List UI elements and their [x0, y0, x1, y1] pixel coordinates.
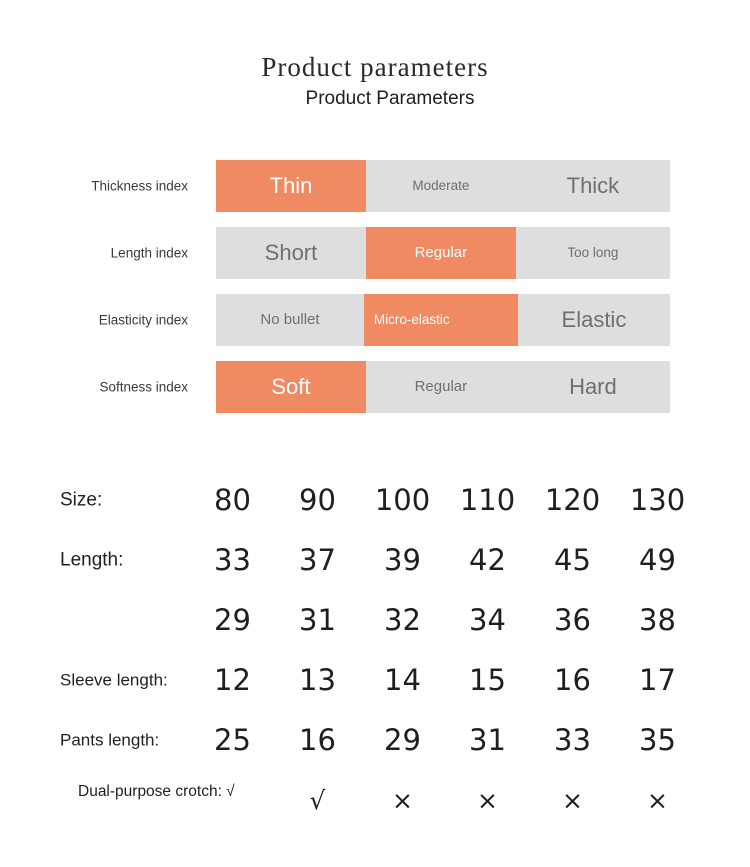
- table-cell: 37: [299, 543, 336, 577]
- table-cell: 25: [214, 723, 251, 757]
- table-cell: 33: [214, 543, 251, 577]
- table-cell: 16: [554, 663, 591, 697]
- table-cell: ×: [477, 785, 498, 815]
- index-label-elasticity: Elasticity index: [98, 312, 188, 328]
- table-cell: 35: [639, 723, 676, 757]
- table-cell: 17: [639, 663, 676, 697]
- index-track-length: [216, 227, 670, 279]
- index-segment-thick[interactable]: Thick: [516, 160, 670, 212]
- index-segment-micro-elastic[interactable]: Micro-elastic: [364, 294, 518, 346]
- index-label-length: Length index: [110, 245, 188, 261]
- table-cell: 38: [639, 603, 676, 637]
- table-cell: 36: [554, 603, 591, 637]
- size-row-dual-purpose-crotch: [0, 770, 750, 830]
- table-cell: √: [309, 785, 326, 815]
- size-row-label-sleeve-length: Sleeve length:: [60, 670, 168, 690]
- size-row-cells-sleeve-length: [190, 650, 700, 710]
- table-cell: 80: [214, 483, 251, 517]
- index-bars: [0, 160, 750, 428]
- table-cell: ×: [392, 785, 413, 815]
- table-cell: 90: [299, 483, 336, 517]
- index-segment-hard[interactable]: Hard: [516, 361, 670, 413]
- size-row-length: [0, 530, 750, 590]
- index-segment-moderate[interactable]: Moderate: [366, 160, 516, 212]
- table-cell: 14: [384, 663, 421, 697]
- size-row-bust: [0, 590, 750, 650]
- table-cell: 16: [299, 723, 336, 757]
- table-cell: 29: [384, 723, 421, 757]
- size-row-label-size: Size:: [60, 489, 103, 511]
- page-title-sub: Product Parameters: [305, 88, 475, 109]
- table-cell: 33: [554, 723, 591, 757]
- index-row-length: [0, 227, 750, 279]
- index-track-elasticity: [216, 294, 670, 346]
- index-segment-regular-length[interactable]: Regular: [366, 227, 516, 279]
- table-cell: 42: [469, 543, 506, 577]
- table-cell: 29: [214, 603, 251, 637]
- table-cell: ×: [647, 785, 668, 815]
- size-row-size: [0, 470, 750, 530]
- table-cell: 39: [384, 543, 421, 577]
- index-row-thickness: [0, 160, 750, 212]
- size-row-cells-pants-length: [190, 710, 700, 770]
- size-row-cells-length: [190, 530, 700, 590]
- table-cell: 100: [374, 483, 431, 517]
- index-segment-soft[interactable]: Soft: [216, 361, 366, 413]
- table-cell: ×: [562, 785, 583, 815]
- index-segment-too-long[interactable]: Too long: [516, 227, 670, 279]
- size-row-label-pants-length: Pants length:: [60, 730, 160, 750]
- index-label-thickness: Thickness index: [91, 178, 188, 194]
- page-title-script: Product parameters: [261, 52, 489, 82]
- table-cell: 120: [544, 483, 601, 517]
- size-row-cells-size: [190, 470, 700, 530]
- index-label-softness: Softness index: [99, 379, 188, 395]
- table-cell: [190, 770, 275, 830]
- table-cell: 31: [299, 603, 336, 637]
- size-table: [0, 470, 750, 830]
- size-row-sleeve-length: [0, 650, 750, 710]
- table-cell: 13: [299, 663, 336, 697]
- table-cell: 15: [469, 663, 506, 697]
- size-row-pants-length: [0, 710, 750, 770]
- index-segment-regular-softness[interactable]: Regular: [366, 361, 516, 413]
- table-cell: 32: [384, 603, 421, 637]
- index-row-softness: [0, 361, 750, 413]
- table-cell: 110: [459, 483, 516, 517]
- index-track-softness: [216, 361, 670, 413]
- index-segment-elastic[interactable]: Elastic: [518, 294, 670, 346]
- table-cell: 34: [469, 603, 506, 637]
- size-row-label-dual-purpose-crotch: Dual-purpose crotch: √: [78, 783, 235, 800]
- size-row-cells-bust: [190, 590, 700, 650]
- size-row-cells-dual-purpose-crotch: [190, 770, 700, 830]
- index-segment-thin[interactable]: Thin: [216, 160, 366, 212]
- table-cell: 12: [214, 663, 251, 697]
- index-track-thickness: [216, 160, 670, 212]
- index-segment-short[interactable]: Short: [216, 227, 366, 279]
- table-cell: 45: [554, 543, 591, 577]
- table-cell: 130: [629, 483, 686, 517]
- index-row-elasticity: [0, 294, 750, 346]
- table-cell: 49: [639, 543, 676, 577]
- size-row-label-length: Length:: [60, 549, 124, 571]
- index-segment-no-bullet[interactable]: No bullet: [216, 294, 364, 346]
- table-cell: 31: [469, 723, 506, 757]
